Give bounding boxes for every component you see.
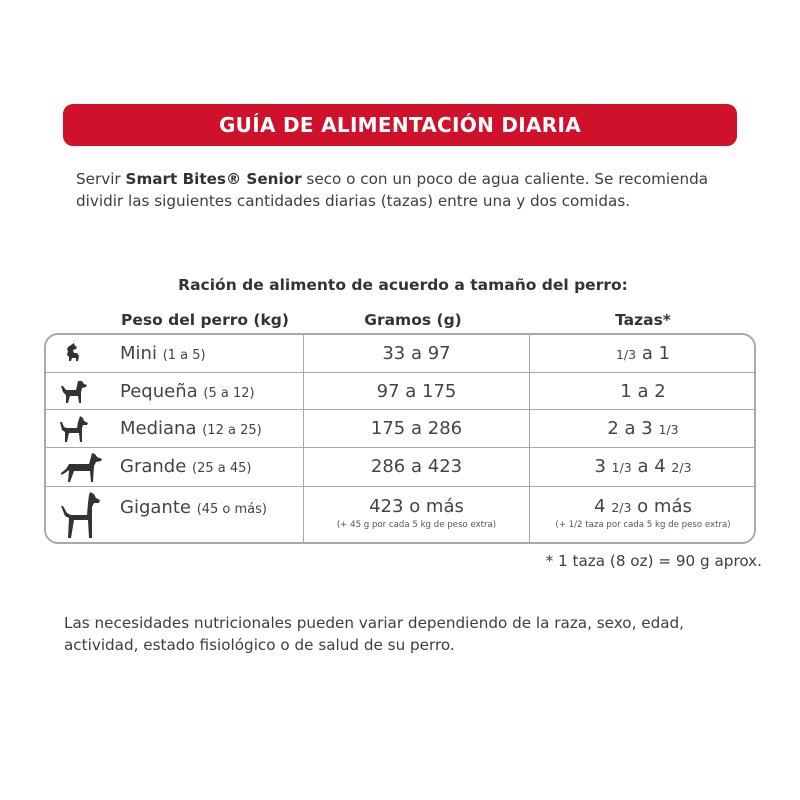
guide-title-banner: [63, 104, 737, 146]
table-row: [46, 335, 754, 373]
size-label: Mediana: [120, 418, 197, 439]
cups-value: 1/3 a 1: [615, 343, 671, 364]
cups-value: 3 1/3 a 4 2/3: [594, 456, 692, 477]
mini-dog-icon: [58, 342, 84, 366]
large-dog-icon: [58, 451, 104, 483]
cup-conversion-footnote: * 1 taza (8 oz) = 90 g aprox.: [545, 552, 762, 570]
grams-value: 175 a 286: [370, 418, 463, 439]
size-label: Gigante: [120, 497, 191, 518]
product-name: Smart Bites® Senior: [125, 170, 302, 188]
grams-value: 286 a 423: [370, 456, 463, 477]
feeding-table: [44, 333, 756, 544]
table-row: [46, 487, 754, 544]
grams-value: 423 o más: [369, 496, 464, 517]
grams-note: (+ 45 g por cada 5 kg de peso extra): [336, 520, 497, 530]
size-label: Mini: [120, 343, 157, 364]
medium-dog-icon: [58, 414, 90, 444]
giant-dog-icon: [58, 490, 102, 540]
column-header-weight: Peso del perro (kg): [121, 311, 289, 329]
small-dog-icon: [58, 378, 88, 405]
size-range: (25 a 45): [192, 461, 252, 476]
nutrition-disclaimer: Las necesidades nutricionales pueden variar dependiendo de la raza, sexo, edad, actividad, estado fisiológico o de salud de su perro.: [64, 614, 684, 654]
cups-value: 4 2/3 o más: [594, 496, 692, 517]
cups-value: 1 a 2: [620, 381, 666, 402]
table-row: [46, 373, 754, 410]
size-range: (5 a 12): [203, 386, 255, 401]
guide-title: GUÍA DE ALIMENTACIÓN DIARIA: [218, 113, 582, 137]
cups-note: (+ 1/2 taza por cada 5 kg de peso extra): [555, 520, 731, 530]
table-row: [46, 448, 754, 487]
size-range: (1 a 5): [162, 348, 206, 363]
column-header-cups: Tazas*: [615, 311, 671, 329]
size-label: Grande: [120, 456, 187, 477]
grams-value: 97 a 175: [376, 381, 457, 402]
table-title: Ración de alimento de acuerdo a tamaño del perro:: [178, 276, 628, 294]
size-label: Pequeña: [120, 381, 198, 402]
grams-value: 33 a 97: [382, 343, 451, 364]
size-range: (12 a 25): [202, 423, 262, 438]
intro-paragraph: Servir Smart Bites® Senior seco o con un poco de agua caliente. Se recomienda dividir las siguientes cantidades diarias (tazas) entre una y dos comidas.: [76, 170, 709, 210]
table-row: [46, 410, 754, 448]
column-header-grams: Gramos (g): [364, 311, 462, 329]
size-range: (45 o más): [196, 502, 267, 517]
cups-value: 2 a 3 1/3: [607, 418, 679, 439]
